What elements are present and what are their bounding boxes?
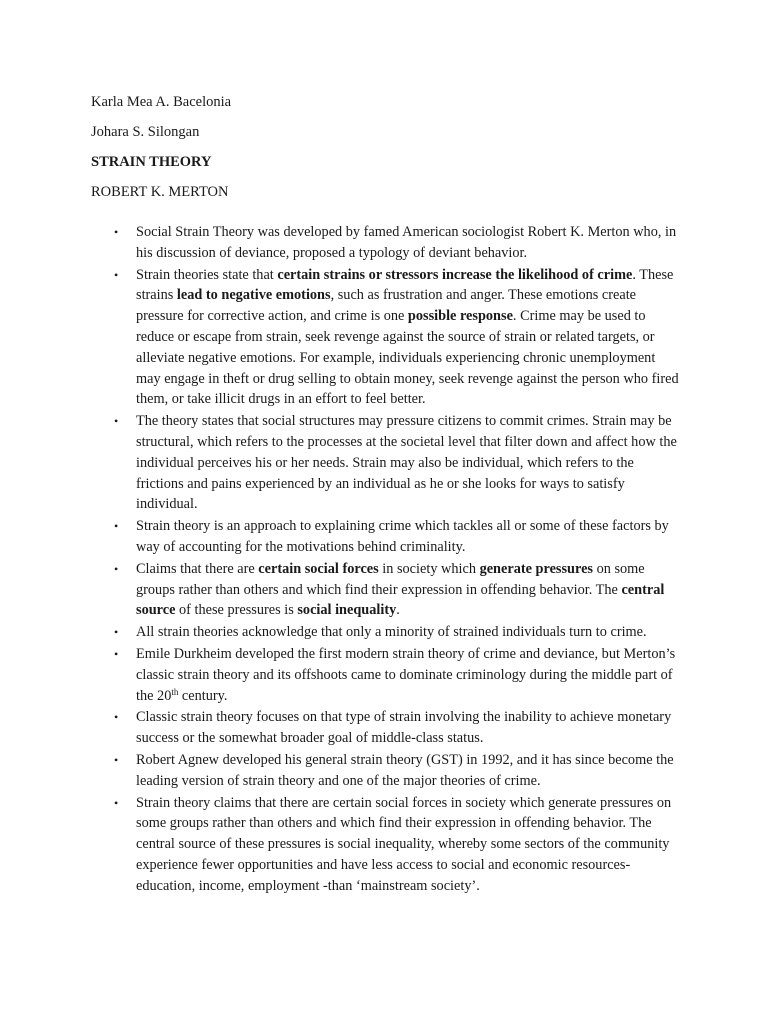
author-name-1: Karla Mea A. Bacelonia (91, 94, 232, 110)
bold-text: lead to negative emotions (176, 287, 331, 304)
bullet-item (0, 222, 768, 264)
bullet-item (0, 707, 768, 749)
bullet-text: Strain theory is an approach to explaining crime which tackles all or some of these factors by way of accounting for the motivations behind criminality. (136, 518, 669, 555)
bullet-dot-icon: • (114, 414, 119, 429)
bullet-dot-icon: • (114, 519, 119, 534)
bullet-dot-icon: • (114, 561, 119, 576)
superscript-text: th (171, 686, 179, 697)
document-subtitle: ROBERT K. MERTON (91, 184, 229, 200)
bullet-text: Emile Durkheim developed the first modern strain theory of crime and deviance, but Merton’s classic strain theory and its offshoots came to dominate criminology during the middle part of the 20 (136, 645, 676, 704)
bullet-text: Classic strain theory focuses on that type of strain involving the inability to achieve monetary success or the somewhat broader goal of middle-class status. (136, 709, 672, 747)
bullet-text: . Crime may be used to reduce or escape from strain, seek revenge against the source of strain or related targets, or alleviate negative emotions. For example, individuals experiencing chronic unemployment may engage in theft or drug selling to obtain money, seek revenge against the person who fired them, or take illicit drugs in an effort to feel better. (136, 308, 679, 408)
bullet-text: of these pressures is (175, 602, 298, 619)
bullet-item (0, 622, 768, 643)
bold-text: social inequality (297, 602, 397, 619)
bullet-dot-icon: • (114, 752, 119, 767)
bullet-text: . These strains (136, 266, 674, 304)
bullet-item (0, 644, 768, 706)
bullet-text: Social Strain Theory was developed by famed American sociologist Robert K. Merton who, in his discussion of deviance, proposed a typology of deviant behavior. (136, 224, 677, 261)
bullet-text: on some groups rather than others and which find their expression in offending behavior. The (136, 560, 645, 598)
bullet-text: century. (178, 687, 228, 704)
bullet-item (0, 411, 768, 515)
bullet-item (0, 516, 768, 558)
bullet-text: Strain theory claims that there are certain social forces in society which generate pressures on some groups rather than others and which find their expression in offending behavior. The central source of these pressures is social inequality, whereby some sectors of the community experience fewer opportunities and have less access to social and economic resources- education, income, employment -than ‘mainstream society’. (136, 794, 672, 894)
bullet-dot-icon: • (114, 795, 119, 810)
bullet-dot-icon: • (114, 267, 119, 282)
bullet-dot-icon: • (114, 710, 119, 725)
bullet-item (0, 265, 768, 411)
bullet-dot-icon: • (114, 625, 119, 640)
bold-text: central source (136, 581, 665, 619)
bullet-list (0, 222, 768, 898)
bold-text: generate pressures (479, 560, 593, 577)
bullet-item (0, 750, 768, 792)
bullet-text: The theory states that social structures may pressure citizens to commit crimes. Strain may be structural, which refers to the processes at the societal level that filter down and affect how the individual perceives his or her needs. Strain may also be individual, which refers to the frictions and pains experienced by an individual as he or she looks for ways to satisfy individual. (136, 413, 677, 513)
bullet-dot-icon: • (114, 646, 119, 661)
bullet-text: . (396, 602, 400, 619)
bullet-item (0, 559, 768, 621)
bullet-text: Robert Agnew developed his general strain theory (GST) in 1992, and it has since become the leading version of strain theory and one of the major theories of crime. (136, 751, 674, 789)
bullet-item (0, 793, 768, 897)
bullet-text: in society which (378, 560, 480, 577)
bold-text: certain strains or stressors increase the likelihood of crime (277, 266, 633, 283)
bold-text: possible response (407, 308, 513, 325)
document-title: STRAIN THEORY (91, 154, 212, 170)
bullet-text: Strain theories state that (136, 266, 278, 283)
bullet-text: All strain theories acknowledge that only a minority of strained individuals turn to crime. (136, 624, 647, 641)
bullet-text: , such as frustration and anger. These emotions create pressure for corrective action, and crime is one (136, 287, 637, 325)
bullet-dot-icon: • (114, 225, 119, 239)
bullet-text: Claims that there are (136, 560, 259, 577)
bold-text: certain social forces (258, 560, 379, 577)
author-name-2: Johara S. Silongan (91, 124, 200, 140)
